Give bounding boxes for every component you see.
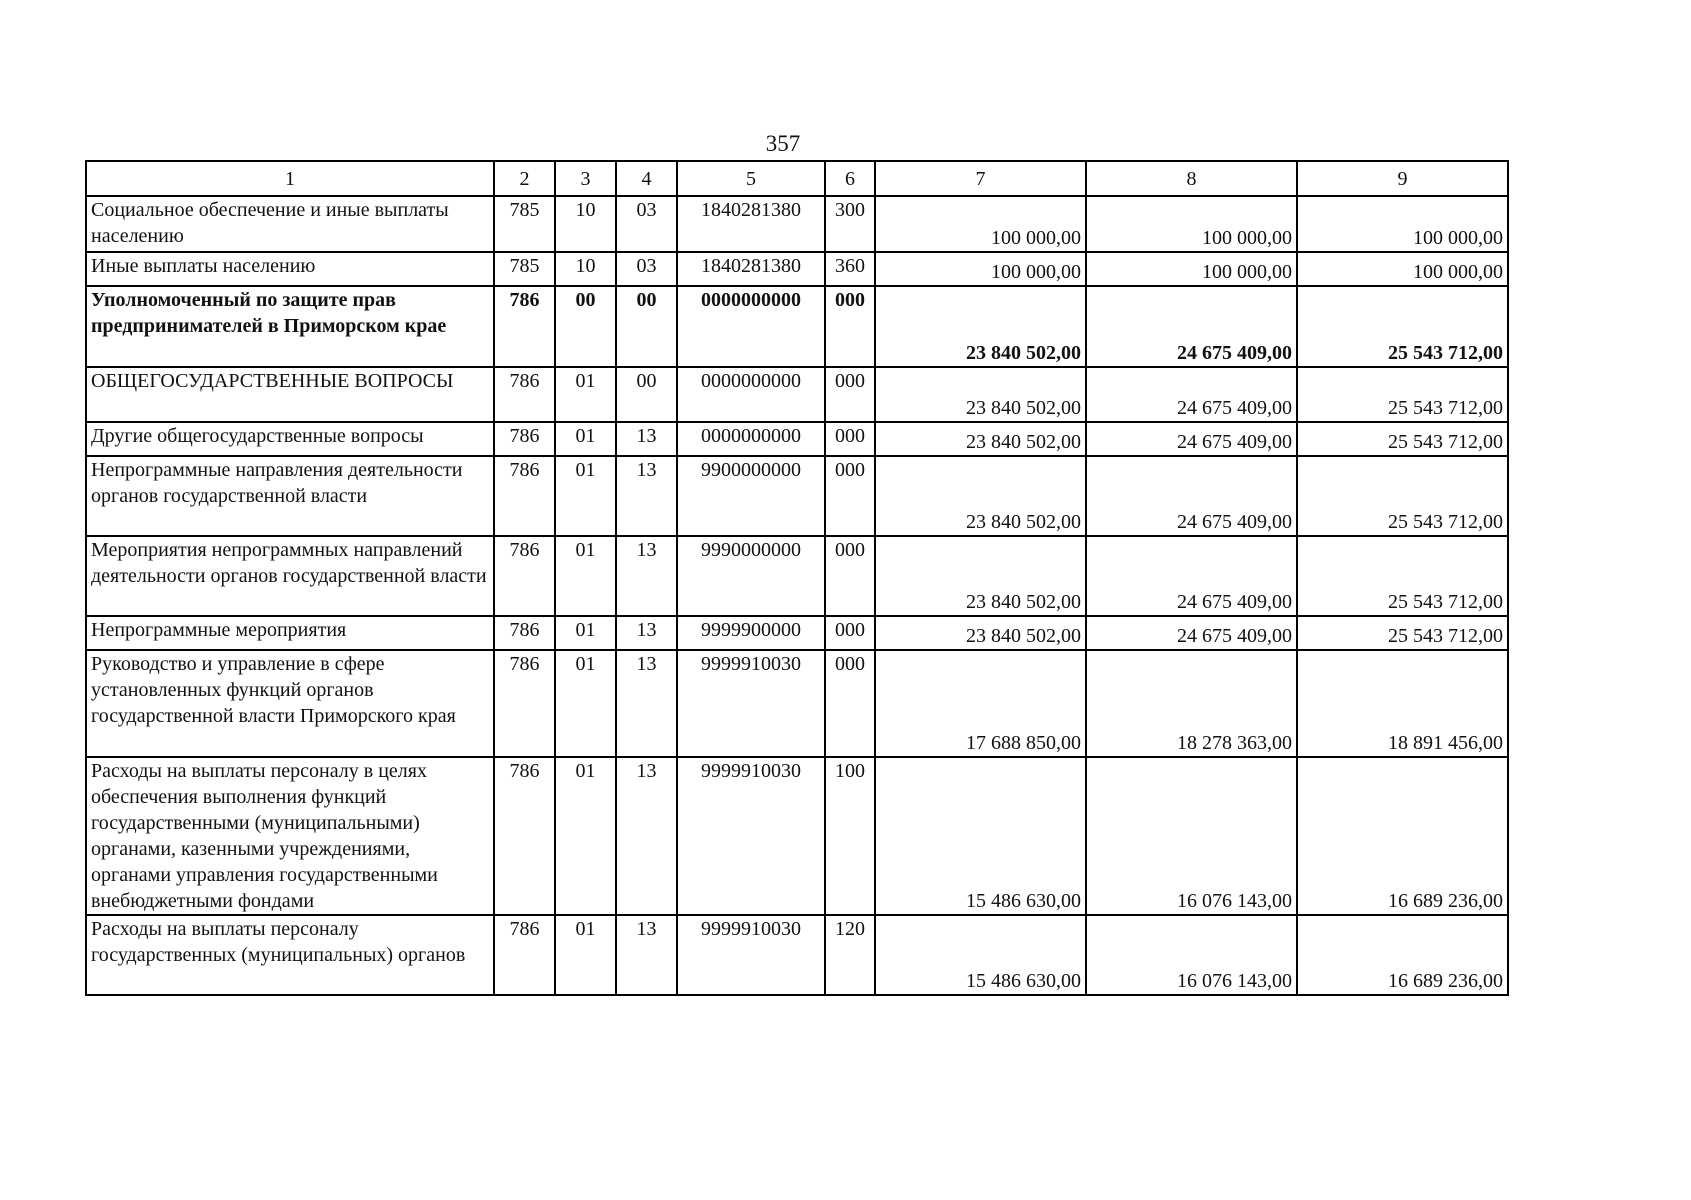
code-expense-type: 000 xyxy=(825,456,875,536)
code-admin: 786 xyxy=(494,915,555,995)
table-row xyxy=(86,616,1508,650)
amount-col7: 17 688 850,00 xyxy=(875,650,1086,757)
code-expense-type: 360 xyxy=(825,252,875,286)
column-number-row xyxy=(86,161,1508,196)
amount-col8: 24 675 409,00 xyxy=(1086,286,1297,367)
code-expense-type: 000 xyxy=(825,367,875,422)
amount-col7: 23 840 502,00 xyxy=(875,456,1086,536)
row-name: Непрограммные мероприятия xyxy=(86,616,494,650)
code-admin: 786 xyxy=(494,456,555,536)
column-header: 2 xyxy=(494,161,555,196)
table-row xyxy=(86,757,1508,915)
column-header: 9 xyxy=(1297,161,1508,196)
code-section: 01 xyxy=(555,536,616,616)
code-target: 9999910030 xyxy=(677,915,825,995)
code-subsection: 03 xyxy=(616,196,677,252)
code-section: 01 xyxy=(555,422,616,456)
code-subsection: 13 xyxy=(616,456,677,536)
amount-col8: 16 076 143,00 xyxy=(1086,757,1297,915)
code-target: 0000000000 xyxy=(677,422,825,456)
code-expense-type: 000 xyxy=(825,536,875,616)
amount-col7: 23 840 502,00 xyxy=(875,422,1086,456)
amount-col9: 100 000,00 xyxy=(1297,196,1508,252)
code-subsection: 13 xyxy=(616,757,677,915)
amount-col7: 23 840 502,00 xyxy=(875,286,1086,367)
row-name: Непрограммные направления деятельности органов государственной власти xyxy=(86,456,494,536)
row-name: Расходы на выплаты персоналу в целях обеспечения выполнения функций государственными (муниципальными) органами, казенными учреждениями, органами управления государственными внебюджетными фондами xyxy=(86,757,494,915)
code-section: 10 xyxy=(555,196,616,252)
amount-col8: 24 675 409,00 xyxy=(1086,456,1297,536)
column-header: 6 xyxy=(825,161,875,196)
amount-col7: 100 000,00 xyxy=(875,196,1086,252)
column-header: 4 xyxy=(616,161,677,196)
amount-col9: 25 543 712,00 xyxy=(1297,536,1508,616)
code-expense-type: 000 xyxy=(825,650,875,757)
table-row xyxy=(86,422,1508,456)
table-row xyxy=(86,650,1508,757)
column-header: 7 xyxy=(875,161,1086,196)
code-section: 01 xyxy=(555,616,616,650)
code-subsection: 00 xyxy=(616,367,677,422)
amount-col8: 18 278 363,00 xyxy=(1086,650,1297,757)
amount-col7: 23 840 502,00 xyxy=(875,367,1086,422)
code-section: 00 xyxy=(555,286,616,367)
amount-col9: 25 543 712,00 xyxy=(1297,367,1508,422)
code-subsection: 00 xyxy=(616,286,677,367)
column-header: 8 xyxy=(1086,161,1297,196)
code-target: 1840281380 xyxy=(677,196,825,252)
table-row xyxy=(86,536,1508,616)
code-subsection: 13 xyxy=(616,422,677,456)
code-admin: 786 xyxy=(494,616,555,650)
code-section: 01 xyxy=(555,650,616,757)
amount-col8: 24 675 409,00 xyxy=(1086,422,1297,456)
code-expense-type: 000 xyxy=(825,616,875,650)
amount-col8: 100 000,00 xyxy=(1086,252,1297,286)
table-row xyxy=(86,915,1508,995)
code-expense-type: 300 xyxy=(825,196,875,252)
amount-col7: 23 840 502,00 xyxy=(875,536,1086,616)
code-subsection: 13 xyxy=(616,536,677,616)
code-expense-type: 000 xyxy=(825,286,875,367)
row-name: Мероприятия непрограммных направлений деятельности органов государственной власти xyxy=(86,536,494,616)
code-section: 01 xyxy=(555,915,616,995)
code-expense-type: 000 xyxy=(825,422,875,456)
amount-col9: 16 689 236,00 xyxy=(1297,915,1508,995)
amount-col8: 16 076 143,00 xyxy=(1086,915,1297,995)
code-section: 01 xyxy=(555,367,616,422)
column-header: 3 xyxy=(555,161,616,196)
code-subsection: 13 xyxy=(616,616,677,650)
budget-table xyxy=(85,160,1509,996)
code-expense-type: 120 xyxy=(825,915,875,995)
code-target: 9990000000 xyxy=(677,536,825,616)
column-header: 5 xyxy=(677,161,825,196)
code-subsection: 13 xyxy=(616,650,677,757)
amount-col7: 100 000,00 xyxy=(875,252,1086,286)
amount-col7: 15 486 630,00 xyxy=(875,915,1086,995)
code-section: 01 xyxy=(555,456,616,536)
row-name: Руководство и управление в сфере установленных функций органов государственной власти Приморского края xyxy=(86,650,494,757)
row-name: Уполномоченный по защите прав предпринимателей в Приморском крае xyxy=(86,286,494,367)
code-subsection: 13 xyxy=(616,915,677,995)
code-admin: 786 xyxy=(494,367,555,422)
amount-col8: 100 000,00 xyxy=(1086,196,1297,252)
row-name: Расходы на выплаты персоналу государственных (муниципальных) органов xyxy=(86,915,494,995)
code-section: 10 xyxy=(555,252,616,286)
code-admin: 785 xyxy=(494,196,555,252)
code-target: 0000000000 xyxy=(677,286,825,367)
code-section: 01 xyxy=(555,757,616,915)
amount-col9: 25 543 712,00 xyxy=(1297,456,1508,536)
table-row xyxy=(86,196,1508,252)
amount-col7: 23 840 502,00 xyxy=(875,616,1086,650)
amount-col9: 25 543 712,00 xyxy=(1297,422,1508,456)
row-name: Другие общегосударственные вопросы xyxy=(86,422,494,456)
page-number: 357 xyxy=(765,131,801,156)
amount-col9: 18 891 456,00 xyxy=(1297,650,1508,757)
amount-col9: 25 543 712,00 xyxy=(1297,616,1508,650)
code-admin: 786 xyxy=(494,286,555,367)
table-body xyxy=(86,196,1508,995)
code-target: 9999910030 xyxy=(677,757,825,915)
code-subsection: 03 xyxy=(616,252,677,286)
code-admin: 786 xyxy=(494,757,555,915)
amount-col8: 24 675 409,00 xyxy=(1086,616,1297,650)
code-target: 9999900000 xyxy=(677,616,825,650)
table-row xyxy=(86,252,1508,286)
code-admin: 786 xyxy=(494,422,555,456)
table-row xyxy=(86,367,1508,422)
table-row xyxy=(86,456,1508,536)
amount-col9: 100 000,00 xyxy=(1297,252,1508,286)
code-target: 0000000000 xyxy=(677,367,825,422)
amount-col9: 16 689 236,00 xyxy=(1297,757,1508,915)
row-name: Иные выплаты населению xyxy=(86,252,494,286)
amount-col7: 15 486 630,00 xyxy=(875,757,1086,915)
code-expense-type: 100 xyxy=(825,757,875,915)
code-target: 1840281380 xyxy=(677,252,825,286)
column-header: 1 xyxy=(86,161,494,196)
row-name: Социальное обеспечение и иные выплаты населению xyxy=(86,196,494,252)
table-row xyxy=(86,286,1508,367)
code-admin: 785 xyxy=(494,252,555,286)
code-admin: 786 xyxy=(494,536,555,616)
code-target: 9900000000 xyxy=(677,456,825,536)
amount-col8: 24 675 409,00 xyxy=(1086,367,1297,422)
code-target: 9999910030 xyxy=(677,650,825,757)
amount-col8: 24 675 409,00 xyxy=(1086,536,1297,616)
code-admin: 786 xyxy=(494,650,555,757)
amount-col9: 25 543 712,00 xyxy=(1297,286,1508,367)
row-name: ОБЩЕГОСУДАРСТВЕННЫЕ ВОПРОСЫ xyxy=(86,367,494,422)
